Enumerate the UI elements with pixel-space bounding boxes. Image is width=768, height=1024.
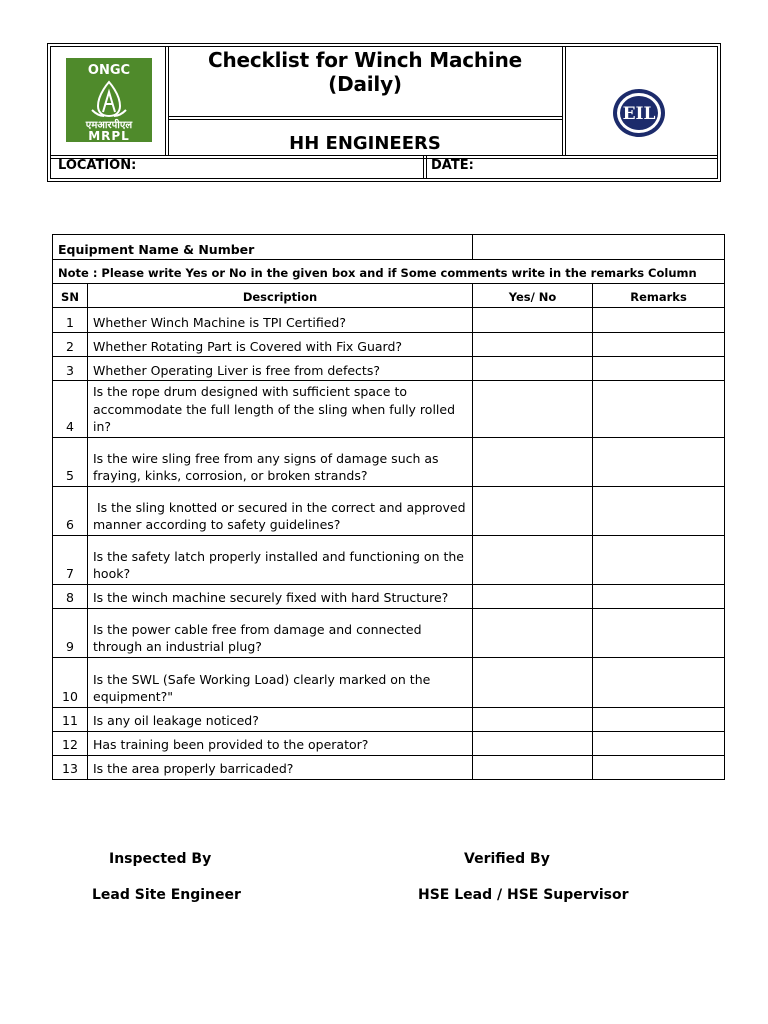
row-description: Is the sling knotted or secured in the correct and approved manner according to safety guidelines? (88, 486, 473, 535)
header-divider (565, 46, 566, 156)
row-remarks-cell[interactable] (593, 486, 725, 535)
table-row (53, 308, 725, 333)
row-sn: 7 (53, 535, 88, 584)
row-yes-no-cell[interactable] (473, 707, 593, 731)
column-header-sn: SN (53, 284, 88, 308)
row-remarks-cell[interactable] (593, 608, 725, 657)
row-sn: 3 (53, 357, 88, 381)
row-yes-no-cell[interactable] (473, 333, 593, 357)
row-sn: 11 (53, 707, 88, 731)
row-yes-no-cell[interactable] (473, 755, 593, 779)
header-divider (50, 155, 718, 156)
row-remarks-cell[interactable] (593, 731, 725, 755)
note-text: Note : Please write Yes or No in the given box and if Some comments write in the remarks Column (53, 260, 725, 284)
row-description: Is the safety latch properly installed and functioning on the hook? (88, 535, 473, 584)
column-header-remarks: Remarks (593, 284, 725, 308)
header-divider (423, 156, 424, 178)
location-label: LOCATION: (58, 158, 137, 173)
checklist-table (52, 234, 725, 780)
rig-emblem-icon (92, 82, 126, 116)
table-row (53, 437, 725, 486)
column-header-description: Description (88, 284, 473, 308)
header-divider (168, 116, 562, 117)
checklist-table-wrapper (52, 234, 724, 780)
table-row (53, 608, 725, 657)
date-label: DATE: (431, 158, 474, 173)
row-description: Whether Rotating Part is Covered with Fix Guard? (88, 333, 473, 357)
row-sn: 6 (53, 486, 88, 535)
table-row (53, 333, 725, 357)
row-remarks-cell[interactable] (593, 381, 725, 438)
row-yes-no-cell[interactable] (473, 608, 593, 657)
table-row (53, 486, 725, 535)
row-description: Is the winch machine securely fixed with hard Structure? (88, 584, 473, 608)
header-divider (426, 156, 427, 178)
table-row (53, 731, 725, 755)
row-remarks-cell[interactable] (593, 755, 725, 779)
row-yes-no-cell[interactable] (473, 437, 593, 486)
table-row (53, 755, 725, 779)
row-remarks-cell[interactable] (593, 535, 725, 584)
header-divider (168, 119, 562, 120)
inspected-by-label: Inspected By (109, 851, 212, 867)
eil-logo (611, 86, 667, 140)
row-yes-no-cell[interactable] (473, 486, 593, 535)
header-divider (165, 46, 166, 156)
row-description: Is any oil leakage noticed? (88, 707, 473, 731)
row-remarks-cell[interactable] (593, 657, 725, 707)
table-row (53, 707, 725, 731)
row-sn: 9 (53, 608, 88, 657)
row-sn: 4 (53, 381, 88, 438)
row-description: Is the area properly barricaded? (88, 755, 473, 779)
row-sn: 5 (53, 437, 88, 486)
verified-by-label: Verified By (464, 851, 550, 867)
header-divider (562, 46, 563, 156)
page-title: Checklist for Winch Machine (Daily) (207, 48, 522, 96)
header-row (53, 284, 725, 308)
row-sn: 10 (53, 657, 88, 707)
row-yes-no-cell[interactable] (473, 657, 593, 707)
row-remarks-cell[interactable] (593, 584, 725, 608)
row-sn: 13 (53, 755, 88, 779)
eil-logo-text: EIL (622, 104, 656, 124)
row-sn: 12 (53, 731, 88, 755)
table-row (53, 535, 725, 584)
logo-text-hindi: एमआरपीएल (85, 120, 133, 131)
row-sn: 8 (53, 584, 88, 608)
row-remarks-cell[interactable] (593, 437, 725, 486)
row-sn: 1 (53, 308, 88, 333)
row-remarks-cell[interactable] (593, 357, 725, 381)
inspected-role: Lead Site Engineer (92, 887, 241, 903)
row-remarks-cell[interactable] (593, 333, 725, 357)
row-description: Is the SWL (Safe Working Load) clearly marked on the equipment?" (88, 657, 473, 707)
row-remarks-cell[interactable] (593, 308, 725, 333)
verified-role: HSE Lead / HSE Supervisor (418, 887, 629, 903)
row-yes-no-cell[interactable] (473, 308, 593, 333)
row-description: Whether Operating Liver is free from defects? (88, 357, 473, 381)
note-row (53, 260, 725, 284)
row-description: Is the power cable free from damage and connected through an industrial plug? (88, 608, 473, 657)
row-remarks-cell[interactable] (593, 707, 725, 731)
row-description: Is the rope drum designed with sufficient space to accommodate the full length of the sling when fully rolled in? (88, 381, 473, 438)
column-header-yes-no: Yes/ No (473, 284, 593, 308)
row-yes-no-cell[interactable] (473, 381, 593, 438)
ongc-mrpl-logo (66, 58, 152, 142)
company-name: HH ENGINEERS (289, 133, 441, 154)
row-yes-no-cell[interactable] (473, 535, 593, 584)
row-yes-no-cell[interactable] (473, 731, 593, 755)
equipment-row (53, 235, 725, 260)
row-yes-no-cell[interactable] (473, 584, 593, 608)
table-row (53, 381, 725, 438)
header-divider (50, 158, 718, 159)
table-row (53, 584, 725, 608)
row-description: Has training been provided to the operator? (88, 731, 473, 755)
row-yes-no-cell[interactable] (473, 357, 593, 381)
equipment-value-cell[interactable] (473, 235, 725, 260)
row-description: Whether Winch Machine is TPI Certified? (88, 308, 473, 333)
table-row (53, 657, 725, 707)
logo-text-mrpl: MRPL (88, 129, 130, 142)
logo-text-ongc: ONGC (87, 63, 131, 78)
table-row (53, 357, 725, 381)
row-sn: 2 (53, 333, 88, 357)
row-description: Is the wire sling free from any signs of damage such as fraying, kinks, corrosion, or broken strands? (88, 437, 473, 486)
equipment-label: Equipment Name & Number (53, 235, 473, 260)
